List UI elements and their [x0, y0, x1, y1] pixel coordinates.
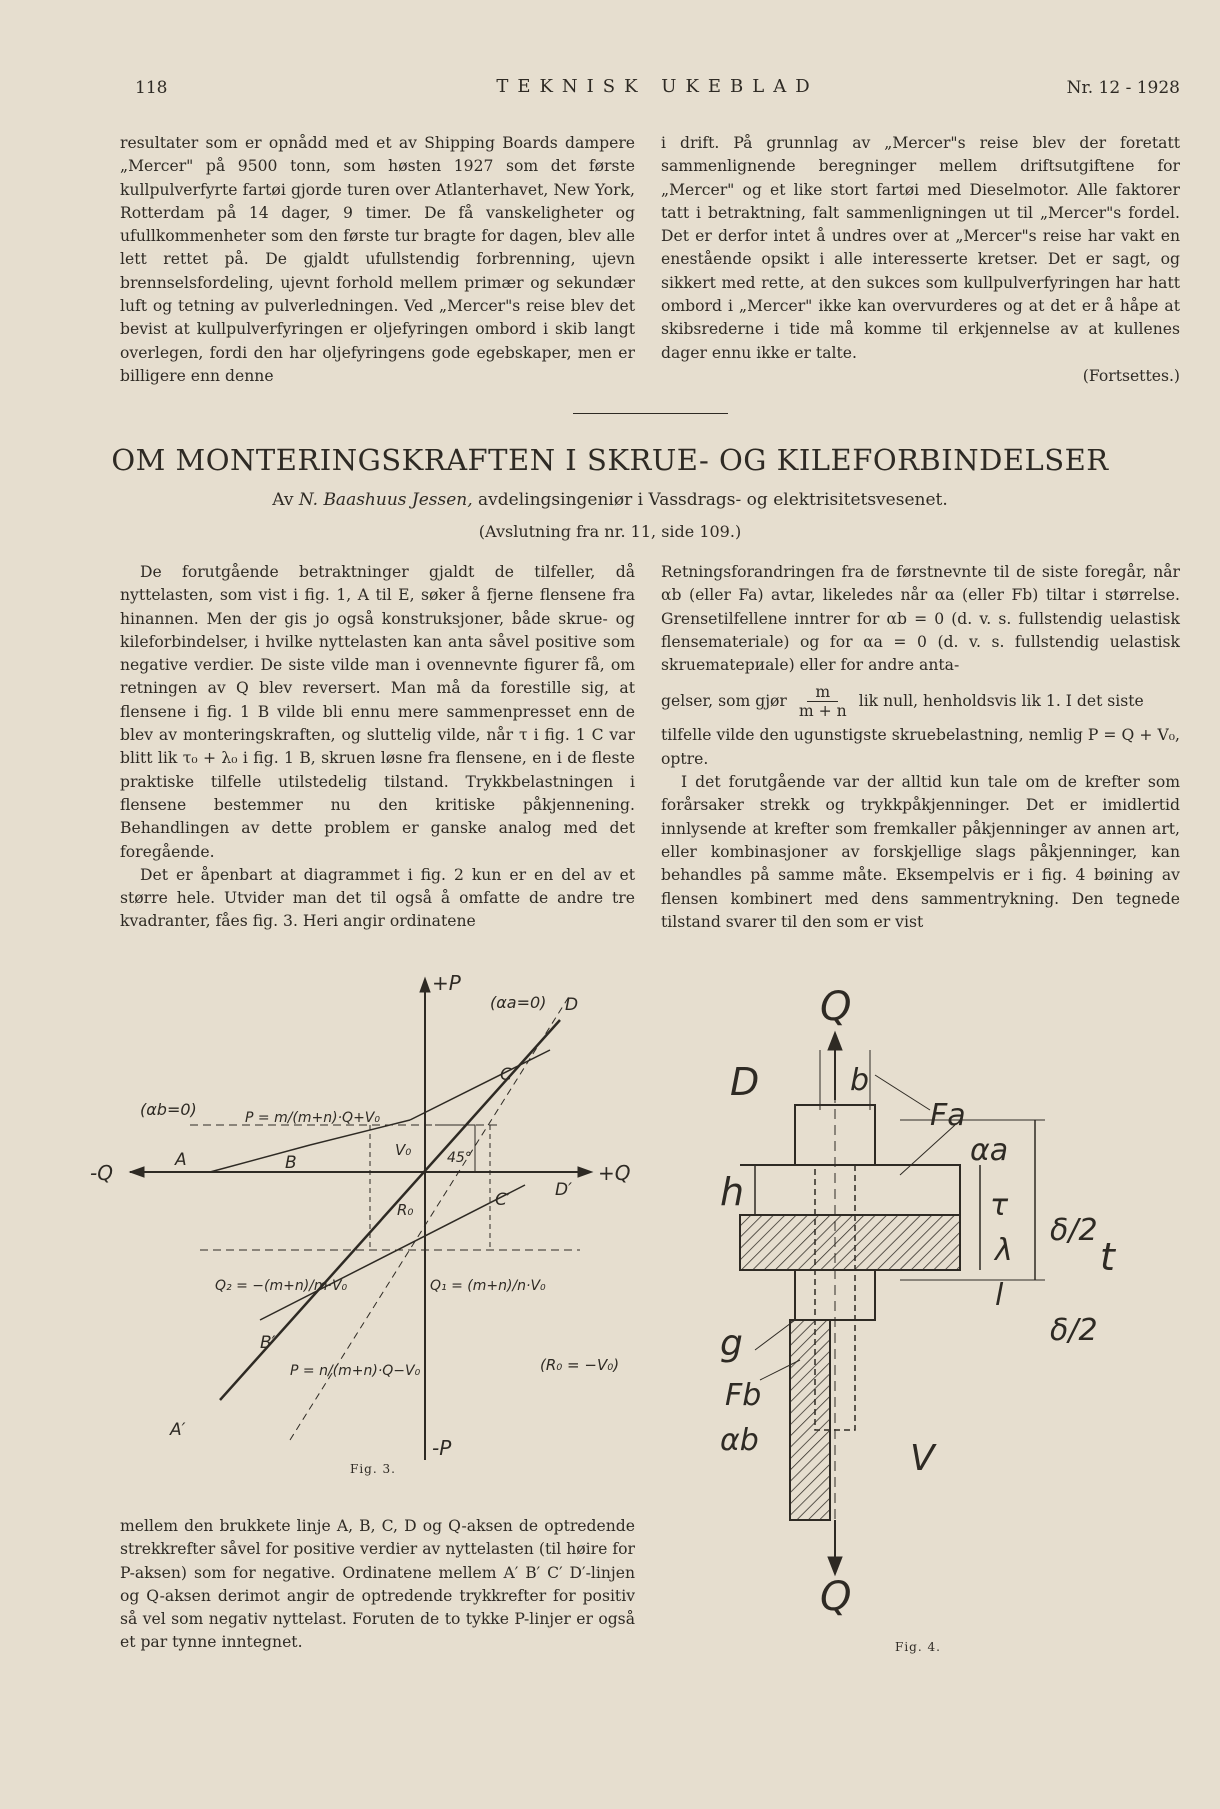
- label-c-prime: C′: [495, 1190, 511, 1210]
- left-paragraph-2: Det er åpenbart at diagrammet i fig. 2 kun er en del av et større hele. Utvider man det til også å omfatte de andre tre kvadranter, fåes fig. 3. Heri angir ordinatene: [120, 865, 635, 931]
- p-axis-arrow: [420, 978, 430, 992]
- label-a: A: [175, 1150, 187, 1170]
- lower-flange-hatched: [740, 1215, 960, 1270]
- fig4-diagram: [700, 960, 1160, 1620]
- label-q2-equation: Q₂ = −(m+n)/m·V₀: [215, 1278, 348, 1294]
- label-q-pos: +Q: [598, 1161, 631, 1185]
- fig4-label-q-bottom: Q: [820, 1574, 852, 1620]
- fig4-label-d: D: [730, 1060, 760, 1104]
- fig4-label-delta-top: δ/2: [1050, 1213, 1098, 1248]
- fraction-denominator: m + n: [798, 702, 847, 721]
- byline: [100, 490, 1120, 510]
- fig4-label-fa: Fa: [930, 1098, 966, 1133]
- fig3-caption: Fig. 3.: [350, 1462, 396, 1476]
- right-paragraph-3: I det forutgående var der alltid kun tale om de krefter som forårsaker strekk og trykkpåkjenninger. Det er imidlertid innlysende at krefter som fremkaller påkjenninger av annen art, eller kombinasjoner av forskjellige slags påkjenninger, kan behandles på samme måte. Eksempelvis er i fig. 4 bøining av flensen kombinert med dens sammentrykning. Den tegnede tilstand svarer til den som er vist: [661, 773, 1180, 931]
- label-r0-equation: (R₀ = −V₀): [540, 1356, 620, 1374]
- continued-marker: (Fortsettes.): [1082, 366, 1180, 385]
- issue-number: Nr. 12 - 1928: [1066, 78, 1180, 98]
- label-b: B: [285, 1153, 297, 1173]
- label-v0: V₀: [395, 1141, 412, 1159]
- fraction-numerator: m: [807, 683, 838, 702]
- fig4-label-lambda: λ: [995, 1233, 1013, 1268]
- fig4-label-tau: τ: [990, 1188, 1009, 1223]
- fig4-label-q-top: Q: [820, 984, 852, 1030]
- prev-article-left-column: [120, 132, 635, 388]
- prev-article-left-text: resultater som er opnådd med et av Shipping Boards dampere „Mercer" på 9500 tonn, som høsten 1927 som det første kullpulverfyrte fartøi gjorde turen over Atlanterhavet, New York, Rotterdam på 14 dager, 9 timer. De få vanskeligheter og ufullkommenheter som den første tur bragte for dagen, blev alle lett rettet på. De gjaldt ufullstendig forbrenning, ujevn brennselsfordeling, ujevnt forhold mellem primær og sekundær luft og tetning av pulverledningen. Ved „Mercer"s reise blev det bevist at kullpulverfyringen er oljefyringen ombord i skib langt overlegen, fordi den har oljefyringens gode egebskaper, men er billigere enn denne: [120, 134, 635, 385]
- byline-prefix: Av: [272, 490, 294, 510]
- fig4-label-fb: Fb: [725, 1378, 762, 1413]
- article-right-column: [661, 561, 1180, 934]
- fig4-label-delta-bottom: δ/2: [1050, 1313, 1098, 1348]
- label-p-pos: +P: [432, 971, 461, 995]
- fraction-m-over-mn: [791, 683, 855, 720]
- fig4-label-t: t: [1100, 1235, 1115, 1279]
- label-p-neg: -P: [432, 1436, 452, 1460]
- label-b-prime: B′: [260, 1333, 276, 1353]
- fig4-label-v: V: [910, 1438, 935, 1479]
- segment-b-prime-to-d-prime: [260, 1185, 525, 1320]
- right-paragraph-1: Retningsforandringen fra de førstnevnte til de siste foregår, når αb (eller Fa) avtar, likeledes når αa (eller Fb) tiltar i størrelse. Grensetilfellene inntrer for αb = 0 (d. v. s. fullstendig uelastisk flensemateriale) og for αa = 0 (d. v. s. fullstendig uelastisk skruematериale) eller for andre anta-: [661, 563, 1180, 675]
- label-d: D: [565, 995, 579, 1015]
- continuation-note: (Avslutning fra nr. 11, side 109.): [478, 522, 742, 541]
- fig4-caption: Fig. 4.: [895, 1640, 941, 1654]
- left-paragraph-3: mellem den brukkete linje A, B, C, D og Q-aksen de optredende strekkrefter såvel for positive verdier av nyttelasten (til høire for P-aksen) som for negative. Ordinatene mellem A′ B′ C′ D′-linjen og Q-aksen derimot angir de optredende trykkrefter for positiv så vel som negativ nyttelast. Foruten de to tykke P-linjer er også et par tynne inntegnet.: [120, 1517, 635, 1652]
- prev-article-right-text: i drift. På grunnlag av „Mercer"s reise blev der foretatt sammenlignende beregninger mellem driftsutgiftene for „Mercer" og et like stort fartøi med Dieselmotor. Alle faktorer tatt i betraktning, falt sammenligningen ut til „Mercer"s fordel. Det er derfor intet å undres over at „Mercer"s reise har vakt en enestående opsikt i alle interesserte kretser. Det er sagt, og sikkert med rette, at den sukces som kullpulverfyringen har hatt ombord i „Mercer" ikke kan overvurderes og at det er å håpe at skibsrederne i tide må komme til erkjennelse av at kullenes dager ennu ikke er talte.: [661, 134, 1180, 362]
- label-q-neg: -Q: [90, 1161, 113, 1185]
- right-paragraph-2: tilfelle vilde den ugunstigste skruebelastning, nemlig P = Q + V₀, optre.: [661, 726, 1180, 768]
- label-d-prime: D′: [555, 1180, 572, 1200]
- article-left-column-bottom: [120, 1515, 635, 1655]
- fig4-label-h: h: [720, 1170, 745, 1214]
- upper-flange-outline: [740, 1165, 960, 1215]
- q-top-arrowhead: [828, 1032, 842, 1050]
- q-bottom-arrowhead: [828, 1557, 842, 1575]
- label-45-degrees: 45°: [447, 1150, 472, 1166]
- fig3-diagram: [90, 950, 650, 1470]
- author-name: N. Baashuus Jessen,: [298, 490, 473, 510]
- prev-article-right-column: [661, 132, 1180, 388]
- label-c: C: [500, 1065, 512, 1085]
- flange-leg-hatched: [790, 1320, 830, 1520]
- fig4-label-g: g: [720, 1323, 743, 1364]
- fraction-line: [661, 683, 1180, 720]
- journal-title: TEKNISK UKEBLAD: [496, 76, 819, 97]
- fig4-label-alpha-a: αa: [970, 1133, 1009, 1168]
- fig4-label-l: l: [995, 1278, 1004, 1313]
- article-left-column-top: [120, 561, 635, 934]
- author-affiliation: avdelingsingeniør i Vassdrags- og elektrisitetsvesenet.: [478, 490, 948, 510]
- label-alpha-b: (αb=0): [140, 1100, 197, 1119]
- fig4-label-b: b: [850, 1063, 870, 1098]
- leader-fa: [875, 1075, 930, 1110]
- label-p-top-equation: P = m/(m+n)·Q+V₀: [245, 1110, 380, 1126]
- fig4-label-alpha-b: αb: [720, 1423, 759, 1458]
- label-alpha-a: (αa=0): [490, 993, 547, 1012]
- page-number: 118: [135, 78, 168, 98]
- section-divider: [573, 413, 728, 414]
- label-r0: R₀: [397, 1201, 414, 1219]
- math-prefix: gelser, som gjør: [661, 692, 787, 711]
- left-paragraph-1: De forutgående betraktninger gjaldt de tilfeller, då nyttelasten, som vist i fig. 1, A til E, søker å fjerne flensene fra hinannen. Men der gis jo også konstruksjoner, både skrue- og kileforbindelser, i hvilke nyttelasten kan anta såvel positive som negative verdier. De siste vilde man i ovennevnte figurer få, om retningen av Q blev reversert. Man må da forestille sig, at flensene i fig. 1 B vilde bli ennu mere sammenpresset enn de blev av monteringskraften, og sluttelig vilde, når τ i fig. 1 C var blitt lik τ₀ + λ₀ i fig. 1 B, skruen løsne fra flensene, en i de fleste praktiske tilfelle utilstedelig tilstand. Trykkbelastningen i flensene bestemmer nu den kritiske påkjennening. Behandlingen av dette problem er ganske analog med det foregående.: [120, 563, 635, 861]
- page-header: [135, 78, 1180, 108]
- label-p-bottom-equation: P = n/(m+n)·Q−V₀: [290, 1363, 421, 1379]
- article-title: OM MONTERINGSKRAFTEN I SKRUE- OG KILEFORBINDELSER: [111, 443, 1109, 477]
- label-q1-equation: Q₁ = (m+n)/n·V₀: [430, 1278, 546, 1294]
- math-suffix: lik null, henholdsvis lik 1. I det siste: [858, 692, 1144, 711]
- label-a-prime: A′: [170, 1420, 186, 1440]
- q-axis-arrow-left: [130, 1167, 144, 1177]
- q-axis-arrow-right: [578, 1167, 592, 1177]
